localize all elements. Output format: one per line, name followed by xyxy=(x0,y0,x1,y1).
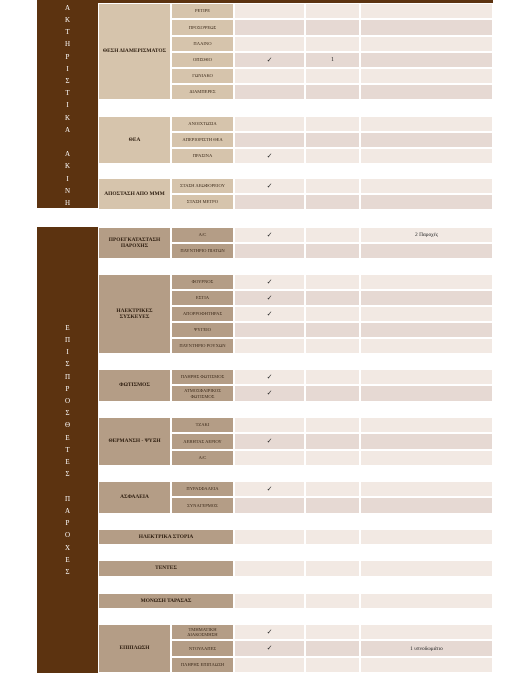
band-top-letter: Α xyxy=(64,125,71,134)
count-cell xyxy=(305,227,360,243)
row-label: ΠΛΥΝΤΗΡΙΟ ΠΙΑΤΩΝ xyxy=(171,243,234,259)
check-cell xyxy=(234,529,305,545)
row-label: ΠΡΟΣΟΨΕΩΣ xyxy=(171,19,234,36)
band-top-letter: Η xyxy=(64,199,71,208)
row-label: ΠΛΑΙΝΟ xyxy=(171,36,234,52)
note-cell xyxy=(360,306,493,322)
band-property-characteristics xyxy=(37,3,98,208)
spacer-row xyxy=(98,609,493,624)
count-cell xyxy=(305,385,360,402)
note-cell xyxy=(360,52,493,68)
count-cell xyxy=(305,68,360,84)
row-label: ΕΣΤΙΑ xyxy=(171,290,234,306)
count-cell xyxy=(305,497,360,514)
note-cell xyxy=(360,593,493,609)
band-bottom-letter: Σ xyxy=(65,360,70,369)
row-label: ΤΜΗΜΑΤΙΚΗ ΔΙΑΚΟΣΜΗΣΗ xyxy=(171,624,234,640)
row-label: A/C xyxy=(171,227,234,243)
check-cell: ✓ xyxy=(234,369,305,385)
note-cell xyxy=(360,338,493,354)
spacer-row xyxy=(98,402,493,417)
band-top-letter: Ρ xyxy=(65,52,70,61)
row-label: ΑΠΕΡΙΟΡΙΣΤΗ ΘΕΑ xyxy=(171,132,234,148)
note-cell xyxy=(360,369,493,385)
check-cell xyxy=(234,3,305,19)
check-cell xyxy=(234,132,305,148)
note-cell xyxy=(360,481,493,497)
band-bottom-letter: Α xyxy=(64,506,71,515)
row-label: ΠΛΗΡΗΣ ΕΠΙΠΛΩΣΗ xyxy=(171,657,234,673)
row-label: ΠΥΡΑΣΦΑΛΕΙΑ xyxy=(171,481,234,497)
check-cell: ✓ xyxy=(234,227,305,243)
note-cell xyxy=(360,274,493,290)
row-label: ΤΖΑΚΙ xyxy=(171,417,234,433)
count-cell xyxy=(305,369,360,385)
band-top-letter: Ι xyxy=(66,174,69,183)
section-thea: ΘΕΑ xyxy=(98,116,171,164)
note-cell xyxy=(360,84,493,100)
count-cell xyxy=(305,116,360,132)
check-cell xyxy=(234,338,305,354)
section-monosi: ΜΟΝΩΣΗ ΤΑΡΑΣΑΣ xyxy=(98,593,234,609)
count-cell xyxy=(305,36,360,52)
count-cell xyxy=(305,338,360,354)
check-cell: ✓ xyxy=(234,306,305,322)
band-top-letter: Σ xyxy=(65,77,70,85)
section-thesi: ΘΕΣΗ ΔΙΑΜΕΡΙΣΜΑΤΟΣ xyxy=(98,3,171,100)
check-cell xyxy=(234,84,305,100)
band-top-letter: Η xyxy=(64,40,71,49)
band-bottom-letter: Π xyxy=(64,494,71,503)
count-cell xyxy=(305,529,360,545)
band-top-letter xyxy=(67,136,69,148)
row-label: A/C xyxy=(171,450,234,466)
count-cell xyxy=(305,593,360,609)
check-cell: ✓ xyxy=(234,385,305,402)
count-cell xyxy=(305,450,360,466)
row-label: ΠΡΑΣΙΝΑ xyxy=(171,148,234,164)
check-cell: ✓ xyxy=(234,640,305,657)
row-label: ΣΥΝΑΓΕΡΜΟΣ xyxy=(171,497,234,514)
band-top-letter: Κ xyxy=(64,162,71,171)
band-bottom-letter: Σ xyxy=(65,409,70,418)
check-cell xyxy=(234,116,305,132)
band-bottom-letter: Ο xyxy=(64,397,71,406)
spacer-row xyxy=(98,354,493,369)
check-cell: ✓ xyxy=(234,481,305,497)
count-cell xyxy=(305,657,360,673)
note-cell xyxy=(360,657,493,673)
band-bottom-letter: Ε xyxy=(65,458,70,467)
band-bottom-letter: Ε xyxy=(65,555,70,564)
check-cell xyxy=(234,194,305,210)
check-cell xyxy=(234,243,305,259)
note-cell xyxy=(360,560,493,577)
band-top-letter: Τ xyxy=(65,89,70,98)
row-label: ΑΠΟΡΡΟΦΗΤΗΡΑΣ xyxy=(171,306,234,322)
band-bottom-letter: Ρ xyxy=(65,519,70,528)
band-top-letter: Κ xyxy=(64,15,71,24)
spacer-row xyxy=(98,164,493,178)
row-label: ΑΝΟΙΧΤΩΣΙΑ xyxy=(171,116,234,132)
section-tentes: ΤΕΝΤΕΣ xyxy=(98,560,234,577)
note-cell xyxy=(360,450,493,466)
band-bottom-letter: Ο xyxy=(64,531,71,540)
row-label: ΛΕΒΗΤΑΣ ΑΕΡΙΟΥ xyxy=(171,433,234,450)
band-top-letter: Α xyxy=(64,150,71,159)
section-proeg: ΠΡΟΕΓΚΑΤΑΣΤΑΣΗ ΠΑΡΟΧΗΣ xyxy=(98,227,171,259)
count-cell xyxy=(305,274,360,290)
row-label: ΟΠΙΣΘΙΟ xyxy=(171,52,234,68)
band-bottom-letter: Ε xyxy=(65,433,70,442)
note-cell xyxy=(360,385,493,402)
section-ilektrikes: ΗΛΕΚΤΡΙΚΕΣ ΣΥΣΚΕΥΕΣ xyxy=(98,274,171,354)
row-label: ΨΥΓΕΙΟ xyxy=(171,322,234,338)
note-cell xyxy=(360,19,493,36)
row-label: ΓΩΝΙΑΚΟ xyxy=(171,68,234,84)
check-cell: ✓ xyxy=(234,624,305,640)
section-asfaleia: ΑΣΦΑΛΕΙΑ xyxy=(98,481,171,514)
note-cell xyxy=(360,529,493,545)
count-cell xyxy=(305,624,360,640)
check-cell: ✓ xyxy=(234,433,305,450)
band-bottom-letter: Ρ xyxy=(65,384,70,393)
check-cell: ✓ xyxy=(234,52,305,68)
band-bottom-letter: Π xyxy=(64,372,71,381)
spacer-row xyxy=(98,100,493,116)
spacer-row xyxy=(98,466,493,481)
section-ilektrastoria: ΗΛΕΚΤΡΙΚΑ ΣΤΟΡΙΑ xyxy=(98,529,234,545)
section-thermansi: ΘΕΡΜΑΝΣΗ - ΨΥΞΗ xyxy=(98,417,171,466)
note-cell xyxy=(360,243,493,259)
count-cell xyxy=(305,640,360,657)
count-cell xyxy=(305,322,360,338)
band-bottom-letter: Π xyxy=(64,336,71,345)
count-cell xyxy=(305,306,360,322)
note-cell xyxy=(360,132,493,148)
check-cell: ✓ xyxy=(234,148,305,164)
row-label: ΣΤΑΣΗ ΛΕΩΦΟΡΕΙΟΥ xyxy=(171,178,234,194)
band-top-letter: Ι xyxy=(66,101,69,110)
count-cell xyxy=(305,148,360,164)
check-cell xyxy=(234,593,305,609)
note-cell xyxy=(360,68,493,84)
count-cell xyxy=(305,132,360,148)
band-bottom-letter: Ε xyxy=(65,323,70,332)
check-cell: ✓ xyxy=(234,274,305,290)
note-cell xyxy=(360,290,493,306)
spacer-row xyxy=(37,210,493,227)
row-label: ΦΟΥΡΝΟΣ xyxy=(171,274,234,290)
count-cell xyxy=(305,194,360,210)
count-cell xyxy=(305,560,360,577)
check-cell xyxy=(234,19,305,36)
band-bottom-letter: Τ xyxy=(65,445,70,454)
note-cell xyxy=(360,194,493,210)
note-cell: 1 υπνοδωμάτιο xyxy=(360,640,493,657)
spacer-row xyxy=(98,514,493,529)
count-cell xyxy=(305,19,360,36)
check-cell xyxy=(234,417,305,433)
count-cell xyxy=(305,433,360,450)
band-bottom-letter: Σ xyxy=(65,567,70,576)
features-sheet xyxy=(37,0,493,675)
band-bottom-letter xyxy=(67,481,69,493)
section-apostasi: ΑΠΟΣΤΑΣΗ ΑΠΟ ΜΜΜ xyxy=(98,178,171,210)
row-label: ΝΤΟΥΛΑΠΕΣ xyxy=(171,640,234,657)
band-top-letter: Ν xyxy=(64,186,71,195)
check-cell xyxy=(234,36,305,52)
check-cell xyxy=(234,68,305,84)
row-label: ΡΕΤΙΡΕ xyxy=(171,3,234,19)
note-cell: 2 Παροχές xyxy=(360,227,493,243)
note-cell xyxy=(360,497,493,514)
band-top-letter: Κ xyxy=(64,113,71,122)
spacer-row xyxy=(98,545,493,560)
note-cell xyxy=(360,433,493,450)
count-cell xyxy=(305,481,360,497)
check-cell xyxy=(234,560,305,577)
row-label: ΣΤΑΣΗ ΜΕΤΡΟ xyxy=(171,194,234,210)
band-bottom-letter: Σ xyxy=(65,470,70,479)
count-cell xyxy=(305,178,360,194)
band-additional-provisions xyxy=(37,227,98,673)
note-cell xyxy=(360,417,493,433)
row-label: ΠΛΥΝΤΗΡΙΟ ΡΟΥΧΩΝ xyxy=(171,338,234,354)
section-epiplosi: ΕΠΙΠΛΩΣΗ xyxy=(98,624,171,673)
note-cell xyxy=(360,178,493,194)
count-cell xyxy=(305,290,360,306)
count-cell xyxy=(305,417,360,433)
count-cell: 1 xyxy=(305,52,360,68)
count-cell xyxy=(305,84,360,100)
check-cell xyxy=(234,450,305,466)
spacer-row xyxy=(98,577,493,593)
check-cell xyxy=(234,657,305,673)
count-cell xyxy=(305,3,360,19)
band-bottom-letter: Χ xyxy=(64,543,71,552)
check-cell: ✓ xyxy=(234,178,305,194)
note-cell xyxy=(360,624,493,640)
note-cell xyxy=(360,3,493,19)
band-bottom-letter: Θ xyxy=(64,421,71,430)
check-cell: ✓ xyxy=(234,290,305,306)
row-label: ΑΤΜΟΣΦΑΙΡΙΚΟΣ ΦΩΤΙΣΜΟΣ xyxy=(171,385,234,402)
check-cell xyxy=(234,497,305,514)
row-label: ΔΙΑΜΠΕΡΕΣ xyxy=(171,84,234,100)
note-cell xyxy=(360,322,493,338)
section-fotismos: ΦΩΤΙΣΜΟΣ xyxy=(98,369,171,402)
note-cell xyxy=(360,36,493,52)
note-cell xyxy=(360,116,493,132)
band-bottom-letter: Ι xyxy=(66,348,69,357)
note-cell xyxy=(360,148,493,164)
band-top-letter: Τ xyxy=(65,28,70,37)
check-cell xyxy=(234,322,305,338)
band-top-letter: Ι xyxy=(66,64,69,73)
spacer-row xyxy=(98,259,493,274)
count-cell xyxy=(305,243,360,259)
row-label: ΠΛΗΡΗΣ ΦΩΤΙΣΜΟΣ xyxy=(171,369,234,385)
band-top-letter: Α xyxy=(64,3,71,12)
